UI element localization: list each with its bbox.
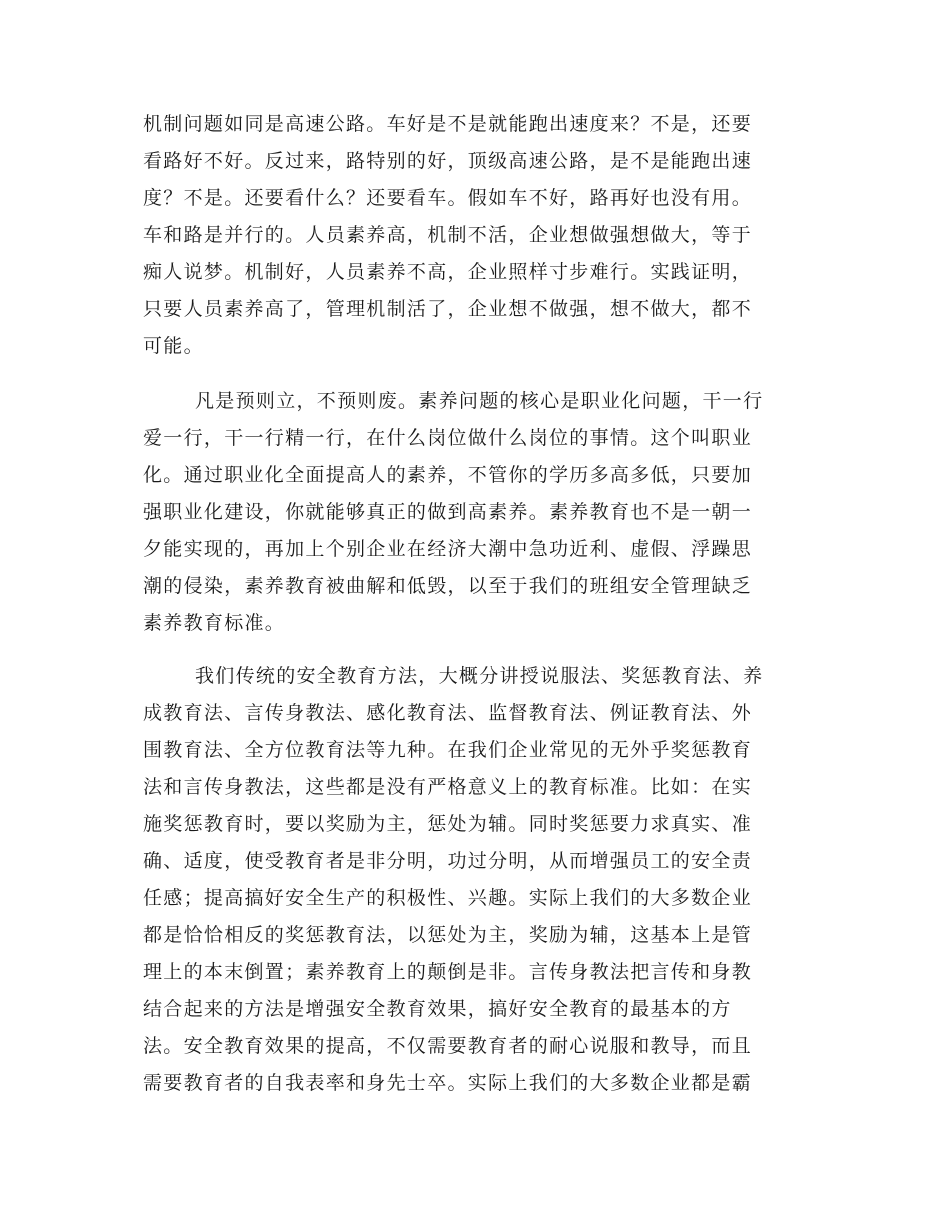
paragraph-3-line-6: 确、适度，使受教育者是非分明，功过分明，从而增强员工的安全责	[143, 850, 753, 872]
paragraph-3-line-10: 结合起来的方法是增强安全教育效果，搞好安全教育的最基本的方	[143, 998, 732, 1020]
paragraph-2-line-1: 凡是预则立，不预则废。素养问题的核心是职业化问题，干一行	[195, 390, 764, 412]
paragraph-3-line-7: 任感；提高搞好安全生产的积极性、兴趣。实际上我们的大多数企业	[143, 887, 753, 909]
paragraph-1-line-2: 看路好不好。反过来，路特别的好，顶级高速公路，是不是能跑出速	[143, 150, 753, 172]
paragraph-2-line-2: 爱一行，干一行精一行，在什么岗位做什么岗位的事情。这个叫职业	[143, 427, 753, 449]
paragraph-1	[143, 106, 808, 365]
paragraph-1-line-7: 可能。	[143, 335, 204, 357]
paragraph-2-line-6: 潮的侵染，素养教育被曲解和低毁，以至于我们的班组安全管理缺乏	[143, 575, 753, 597]
paragraph-2-line-3: 化。通过职业化全面提高人的素养，不管你的学历多高多低，只要加	[143, 464, 753, 486]
paragraph-1-line-4: 车和路是并行的。人员素养高，机制不活，企业想做强想做大，等于	[143, 224, 753, 246]
paragraph-3-line-12: 需要教育者的自我表率和身先士卒。实际上我们的大多数企业都是霸	[143, 1072, 753, 1094]
paragraph-3-line-9: 理上的本末倒置；素养教育上的颠倒是非。言传身教法把言传和身教	[143, 961, 753, 983]
paragraph-1-line-3: 度？不是。还要看什么？还要看车。假如车不好，路再好也没有用。	[143, 187, 753, 209]
paragraph-3-line-11: 法。安全教育效果的提高，不仅需要教育者的耐心说服和教导，而且	[143, 1035, 753, 1057]
paragraph-1-line-5: 痴人说梦。机制好，人员素养不高，企业照样寸步难行。实践证明，	[143, 261, 753, 283]
paragraph-3-line-3: 围教育法、全方位教育法等九种。在我们企业常见的无外乎奖惩教育	[143, 739, 753, 761]
paragraph-3-line-8: 都是恰恰相反的奖惩教育法，以惩处为主，奖励为辅，这基本上是管	[143, 924, 753, 946]
paragraph-2-line-4: 强职业化建设，你就能够真正的做到高素养。素养教育也不是一朝一	[143, 501, 753, 523]
paragraph-2	[143, 383, 808, 642]
paragraph-1-line-1: 机制问题如同是高速公路。车好是不是就能跑出速度来？不是，还要	[143, 113, 753, 135]
paragraph-3-line-5: 施奖惩教育时，要以奖励为主，惩处为辅。同时奖惩要力求真实、准	[143, 813, 753, 835]
paragraph-3-line-2: 成教育法、言传身教法、感化教育法、监督教育法、例证教育法、外	[143, 702, 753, 724]
paragraph-3-line-1: 我们传统的安全教育方法，大概分讲授说服法、奖惩教育法、养	[195, 665, 764, 687]
paragraph-2-line-5: 夕能实现的，再加上个别企业在经济大潮中急功近利、虚假、浮躁思	[143, 538, 753, 560]
paragraph-1-line-6: 只要人员素养高了，管理机制活了，企业想不做强，想不做大，都不	[143, 298, 753, 320]
paragraph-3	[143, 658, 808, 1102]
paragraph-2-line-7: 素养教育标准。	[143, 612, 286, 634]
paragraph-3-line-4: 法和言传身教法，这些都是没有严格意义上的教育标准。比如：在实	[143, 776, 753, 798]
